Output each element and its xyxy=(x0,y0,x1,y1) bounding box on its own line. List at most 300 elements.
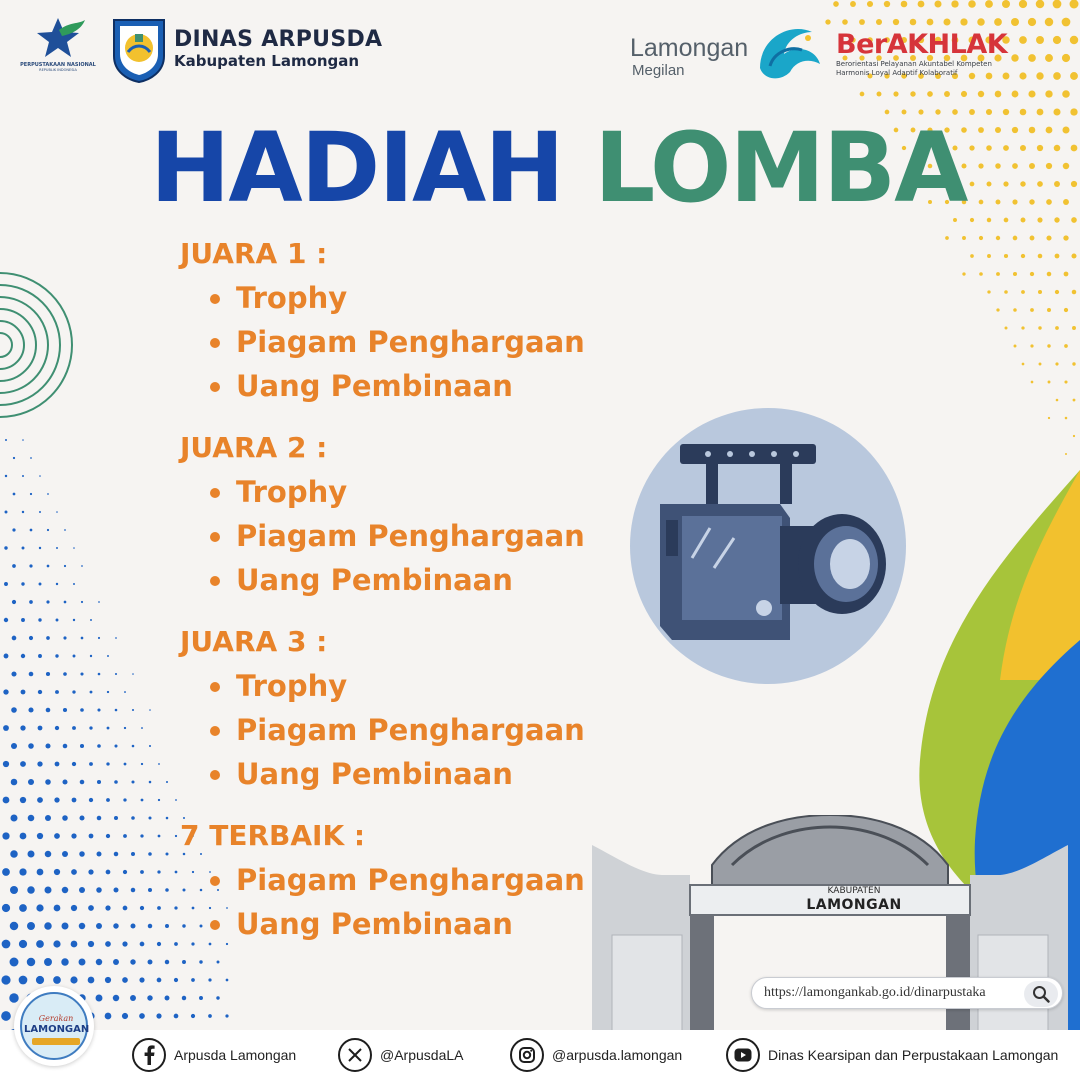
youtube-label: Dinas Kearsipan dan Perpustakaan Lamongan xyxy=(768,1047,1059,1063)
halftone-dot xyxy=(867,1,873,7)
halftone-dot xyxy=(105,977,111,983)
halftone-dot xyxy=(1053,0,1062,8)
halftone-dot xyxy=(994,18,1002,26)
tier-heading: JUARA 1 : xyxy=(180,237,328,270)
halftone-dot xyxy=(1037,109,1044,116)
halftone-dot xyxy=(88,941,94,947)
halftone-dot xyxy=(979,200,984,205)
halftone-dot xyxy=(19,976,28,985)
gate-label-big: LAMONGAN xyxy=(806,897,902,913)
halftone-dot xyxy=(37,797,43,803)
halftone-dot xyxy=(90,655,92,657)
halftone-dot xyxy=(115,673,117,675)
halftone-dot xyxy=(1071,217,1077,223)
halftone-dot xyxy=(132,745,135,748)
halftone-dot xyxy=(97,780,101,784)
halftone-dot xyxy=(123,906,128,911)
halftone-dot xyxy=(97,708,100,711)
halftone-dot xyxy=(106,834,110,838)
halftone-dot xyxy=(45,779,51,785)
halftone-dot xyxy=(893,19,899,25)
prize-item: Uang Pembinaan xyxy=(180,364,620,408)
halftone-dot xyxy=(1062,90,1070,98)
halftone-dot xyxy=(141,799,144,802)
halftone-dot xyxy=(842,19,848,25)
halftone-dot xyxy=(12,636,17,641)
halftone-dot xyxy=(122,1013,128,1019)
halftone-dot xyxy=(4,618,8,622)
facebook-icon xyxy=(132,1038,166,1072)
halftone-dot xyxy=(105,1013,112,1020)
halftone-dot xyxy=(1046,235,1051,240)
halftone-dot xyxy=(124,763,127,766)
halftone-dot xyxy=(987,254,991,258)
halftone-dot xyxy=(28,743,34,749)
halftone-dot xyxy=(80,744,84,748)
halftone-dot xyxy=(28,815,35,822)
halftone-dot xyxy=(1019,0,1027,8)
halftone-dot xyxy=(1064,272,1069,277)
url-bar[interactable] xyxy=(751,977,1063,1009)
halftone-dot xyxy=(1055,326,1059,330)
halftone-dot xyxy=(46,600,49,603)
halftone-dot xyxy=(165,888,169,892)
halftone-dot xyxy=(1072,362,1075,365)
halftone-dot xyxy=(859,19,865,25)
halftone-dot xyxy=(20,761,26,767)
prize-tier xyxy=(180,232,620,408)
halftone-dot xyxy=(130,959,135,964)
halftone-dot xyxy=(62,779,67,784)
perpusnas-label: PERPUSTAKAAN NASIONAL xyxy=(20,62,96,68)
halftone-dot xyxy=(149,709,151,711)
halftone-dot xyxy=(96,887,102,893)
halftone-dot xyxy=(884,1,890,7)
berakhlak-values-line1: Berorientasi Pelayanan Akuntabel Kompeten xyxy=(836,60,992,68)
halftone-dot xyxy=(61,958,68,965)
halftone-dot xyxy=(96,851,101,856)
halftone-dot xyxy=(79,887,85,893)
halftone-dot xyxy=(63,708,67,712)
halftone-dot xyxy=(96,995,103,1002)
halftone-dot xyxy=(1072,326,1076,330)
halftone-dot xyxy=(1038,254,1043,259)
halftone-dot xyxy=(131,924,136,929)
halftone-dot xyxy=(29,600,33,604)
halftone-dot xyxy=(70,976,77,983)
halftone-dot xyxy=(1030,308,1034,312)
halftone-dot xyxy=(56,583,58,585)
halftone-dot xyxy=(90,619,92,621)
prize-item: Piagam Penghargaan xyxy=(180,320,620,364)
header-right xyxy=(630,18,830,88)
halftone-dot xyxy=(13,493,16,496)
halftone-dot xyxy=(39,547,41,549)
camera-icon xyxy=(630,408,906,684)
halftone-dot xyxy=(157,978,162,983)
halftone-dot xyxy=(1055,362,1058,365)
halftone-dot xyxy=(22,547,25,550)
halftone-dot xyxy=(44,958,52,966)
halftone-dot xyxy=(27,958,35,966)
prize-item: Uang Pembinaan xyxy=(180,752,620,796)
search-button[interactable] xyxy=(1024,981,1058,1007)
halftone-dot xyxy=(1021,290,1025,294)
halftone-dot xyxy=(131,888,136,893)
halftone-dot xyxy=(113,995,119,1001)
halftone-dot xyxy=(3,725,9,731)
halftone-dot xyxy=(943,18,950,25)
halftone-dot xyxy=(148,888,152,892)
halftone-dot xyxy=(62,851,68,857)
halftone-dot xyxy=(96,959,102,965)
x-icon xyxy=(338,1038,372,1072)
halftone-dot xyxy=(29,636,33,640)
prize-item: Uang Pembinaan xyxy=(180,558,620,602)
halftone-dot xyxy=(53,940,60,947)
halftone-dot xyxy=(113,923,118,928)
halftone-dot xyxy=(1003,145,1009,151)
halftone-dot xyxy=(1012,163,1018,169)
prize-tier xyxy=(180,620,620,796)
halftone-dot xyxy=(158,799,160,801)
halftone-dot xyxy=(56,619,59,622)
halftone-dot xyxy=(10,958,19,967)
halftone-dot xyxy=(5,439,7,441)
halftone-dot xyxy=(149,745,151,747)
halftone-dot xyxy=(22,439,24,441)
halftone-dot xyxy=(81,565,83,567)
halftone-dot xyxy=(1012,91,1019,98)
halftone-dot xyxy=(1037,181,1043,187)
halftone-dot xyxy=(1029,163,1035,169)
halftone-dot xyxy=(175,835,177,837)
tier-heading: JUARA 2 : xyxy=(180,431,328,464)
halftone-dot xyxy=(132,673,134,675)
halftone-dot xyxy=(148,924,152,928)
halftone-dot xyxy=(3,797,10,804)
gerakan-lamongan-logo xyxy=(14,986,94,1066)
halftone-dot xyxy=(157,870,160,873)
halftone-dot xyxy=(191,978,195,982)
halftone-dot xyxy=(55,762,60,767)
halftone-dot xyxy=(80,708,84,712)
lamongan-wordmark: Lamongan xyxy=(630,34,749,62)
halftone-dot xyxy=(970,182,975,187)
halftone-dot xyxy=(962,236,966,240)
halftone-dot xyxy=(30,493,32,495)
halftone-dot xyxy=(970,254,974,258)
halftone-dot xyxy=(141,763,143,765)
halftone-dot xyxy=(122,941,127,946)
youtube-link[interactable] xyxy=(726,1038,1058,1072)
halftone-dot xyxy=(45,815,51,821)
search-icon xyxy=(1032,985,1050,1003)
halftone-dot xyxy=(1073,399,1076,402)
halftone-dot xyxy=(1002,0,1010,8)
halftone-dot xyxy=(114,744,117,747)
halftone-dot xyxy=(148,816,151,819)
halftone-dot xyxy=(81,637,84,640)
halftone-dot xyxy=(968,0,976,8)
halftone-dot xyxy=(969,109,975,115)
halftone-dot xyxy=(175,799,177,801)
lamongan-gate-illustration xyxy=(592,815,1068,1045)
title-part-lomba: LOMBA xyxy=(594,112,967,224)
halftone-dot xyxy=(876,19,882,25)
halftone-dot xyxy=(166,817,169,820)
halftone-dot xyxy=(1029,199,1034,204)
prize-item: Trophy xyxy=(180,276,620,320)
header-left xyxy=(18,16,382,88)
halftone-dot xyxy=(833,1,839,7)
halftone-dot xyxy=(5,511,8,514)
halftone-dot xyxy=(88,905,94,911)
halftone-dot xyxy=(124,691,126,693)
tier-heading: 7 TERBAIK : xyxy=(180,819,366,852)
halftone-dot xyxy=(98,637,100,639)
halftone-dot xyxy=(860,92,865,97)
halftone-dot xyxy=(1054,181,1060,187)
halftone-dot xyxy=(986,145,992,151)
halftone-dot xyxy=(910,91,915,96)
halftone-dot xyxy=(19,940,27,948)
halftone-dot xyxy=(166,781,168,783)
halftone-dot xyxy=(5,475,7,477)
halftone-dot xyxy=(2,904,10,912)
halftone-dot xyxy=(105,941,111,947)
halftone-dot xyxy=(960,18,967,25)
halftone-dot xyxy=(37,869,44,876)
halftone-dot xyxy=(107,691,109,693)
halftone-dot xyxy=(81,601,83,603)
halftone-dot xyxy=(114,816,118,820)
halftone-dot xyxy=(1039,363,1042,366)
halftone-dot xyxy=(1030,344,1033,347)
halftone-dot xyxy=(1012,199,1017,204)
halftone-dot xyxy=(11,671,16,676)
prize-item: Piagam Penghargaan xyxy=(180,514,620,558)
halftone-dot xyxy=(987,290,990,293)
halftone-dot xyxy=(29,672,34,677)
dinas-subtitle: Kabupaten Lamongan xyxy=(174,52,360,70)
halftone-dot xyxy=(1063,235,1068,240)
halftone-dot xyxy=(1072,290,1077,295)
x-link[interactable] xyxy=(338,1038,463,1072)
halftone-dot xyxy=(130,995,136,1001)
halftone-dot xyxy=(1028,90,1035,97)
halftone-dot xyxy=(140,870,144,874)
halftone-dot xyxy=(1053,108,1060,115)
halftone-dot xyxy=(1037,145,1043,151)
halftone-dot xyxy=(877,92,882,97)
gerakan-ribbon xyxy=(32,1038,80,1045)
halftone-dot xyxy=(106,870,111,875)
halftone-dot xyxy=(996,272,1000,276)
halftone-dot xyxy=(30,529,33,532)
halftone-dot xyxy=(21,582,24,585)
halftone-dot xyxy=(21,654,25,658)
halftone-dot xyxy=(1054,217,1059,222)
halftone-dot xyxy=(1070,72,1078,80)
prize-item: Piagam Penghargaan xyxy=(180,708,620,752)
halftone-dot xyxy=(80,672,83,675)
halftone-dot xyxy=(1048,381,1051,384)
halftone-dot xyxy=(1013,308,1017,312)
halftone-dot xyxy=(55,654,58,657)
halftone-dot xyxy=(225,1014,228,1017)
halftone-dot xyxy=(1021,254,1025,258)
concentric-rings-decoration xyxy=(0,273,72,417)
halftone-dot xyxy=(4,654,9,659)
prize-item: Trophy xyxy=(180,664,620,708)
halftone-dot xyxy=(962,272,965,275)
halftone-dot xyxy=(115,709,118,712)
halftone-dot xyxy=(97,816,102,821)
halftone-dot xyxy=(910,19,917,26)
halftone-dot xyxy=(1037,217,1042,222)
prize-list xyxy=(180,232,620,964)
halftone-dot xyxy=(927,91,933,97)
halftone-dot xyxy=(71,833,76,838)
halftone-dot xyxy=(1045,90,1052,97)
halftone-dot xyxy=(98,673,101,676)
halftone-dot xyxy=(995,91,1002,98)
halftone-dot xyxy=(124,727,126,729)
halftone-dot xyxy=(1071,253,1076,258)
halftone-dot xyxy=(106,798,110,802)
halftone-dot xyxy=(969,145,974,150)
halftone-dot xyxy=(71,941,78,948)
halftone-dot xyxy=(1046,163,1052,169)
halftone-dot xyxy=(28,779,34,785)
halftone-dot xyxy=(53,976,61,984)
halftone-dot xyxy=(27,922,35,930)
halftone-dot xyxy=(1021,326,1024,329)
halftone-dot xyxy=(72,726,76,730)
halftone-dot xyxy=(38,654,42,658)
halftone-dot xyxy=(996,200,1001,205)
halftone-dot xyxy=(1055,290,1059,294)
prize-tier xyxy=(180,426,620,602)
halftone-dot xyxy=(45,851,52,858)
halftone-dot xyxy=(165,924,169,928)
halftone-dot xyxy=(47,529,49,531)
halftone-dot xyxy=(19,904,27,912)
halftone-dot xyxy=(54,869,60,875)
halftone-dot xyxy=(37,761,42,766)
halftone-dot xyxy=(88,977,95,984)
halftone-dot xyxy=(1064,308,1068,312)
halftone-dot xyxy=(1038,290,1042,294)
halftone-dot xyxy=(979,272,983,276)
halftone-dot xyxy=(123,870,127,874)
halftone-dot xyxy=(89,726,92,729)
halftone-dot xyxy=(175,871,178,874)
halftone-dot xyxy=(28,707,33,712)
halftone-dot xyxy=(79,815,84,820)
halftone-dot xyxy=(63,744,68,749)
halftone-dot xyxy=(2,832,9,839)
instagram-link[interactable] xyxy=(510,1038,682,1072)
halftone-dot xyxy=(1003,109,1009,115)
halftone-dot xyxy=(63,636,66,639)
halftone-dot xyxy=(147,995,152,1000)
halftone-dot xyxy=(39,511,41,513)
halftone-dot xyxy=(1013,272,1017,276)
halftone-dot xyxy=(1062,18,1071,27)
halftone-dot xyxy=(139,1013,145,1019)
halftone-dot xyxy=(149,781,152,784)
prize-item: Piagam Penghargaan xyxy=(180,858,620,902)
halftone-dot xyxy=(995,127,1001,133)
berakhlak-values-line2: Harmonis Loyal Adaptif Kolaboratif xyxy=(836,69,958,77)
halftone-dot xyxy=(1003,181,1008,186)
halftone-dot xyxy=(141,727,143,729)
halftone-dot xyxy=(115,637,117,639)
halftone-dot xyxy=(1048,417,1050,419)
halftone-dot xyxy=(96,923,102,929)
halftone-dot xyxy=(977,18,985,26)
halftone-dot xyxy=(1073,435,1075,437)
halftone-dot xyxy=(54,905,61,912)
halftone-dot xyxy=(148,852,152,856)
halftone-dot xyxy=(1070,0,1079,9)
halftone-dot xyxy=(47,493,49,495)
halftone-dot xyxy=(1063,199,1069,205)
halftone-dot xyxy=(90,691,93,694)
halftone-dot xyxy=(158,835,161,838)
halftone-dot xyxy=(961,91,967,97)
halftone-dot xyxy=(107,655,109,657)
halftone-dot xyxy=(55,690,59,694)
halftone-dot xyxy=(850,1,856,7)
halftone-dot xyxy=(11,743,17,749)
halftone-dot xyxy=(1046,199,1052,205)
halftone-dot xyxy=(63,672,67,676)
halftone-dot xyxy=(140,942,145,947)
halftone-dot xyxy=(3,689,8,694)
halftone-dot xyxy=(1071,181,1077,187)
halftone-dot xyxy=(1004,290,1008,294)
halftone-dot xyxy=(64,601,67,604)
halftone-dot xyxy=(1038,326,1041,329)
halftone-dot xyxy=(73,547,75,549)
halftone-dot xyxy=(1020,181,1025,186)
perpusnas-star-icon xyxy=(29,16,87,60)
halftone-dot xyxy=(1056,399,1059,402)
halftone-dot xyxy=(47,565,50,568)
halftone-dot xyxy=(36,976,44,984)
halftone-dot xyxy=(107,727,110,730)
halftone-dot xyxy=(208,1014,212,1018)
halftone-dot xyxy=(985,0,993,8)
halftone-dot xyxy=(29,564,32,567)
halftone-dot xyxy=(1030,272,1034,276)
halftone-dot xyxy=(1045,54,1053,62)
halftone-dot xyxy=(1053,72,1061,80)
halftone-dot xyxy=(951,0,958,7)
halftone-dot xyxy=(19,868,26,875)
halftone-dot xyxy=(945,236,949,240)
halftone-dot xyxy=(44,922,51,929)
halftone-dot xyxy=(88,869,93,874)
halftone-dot xyxy=(79,923,85,929)
halftone-dot xyxy=(1028,18,1036,26)
halftone-dot xyxy=(123,834,127,838)
halftone-dot xyxy=(1064,344,1068,348)
facebook-link[interactable] xyxy=(132,1038,296,1072)
